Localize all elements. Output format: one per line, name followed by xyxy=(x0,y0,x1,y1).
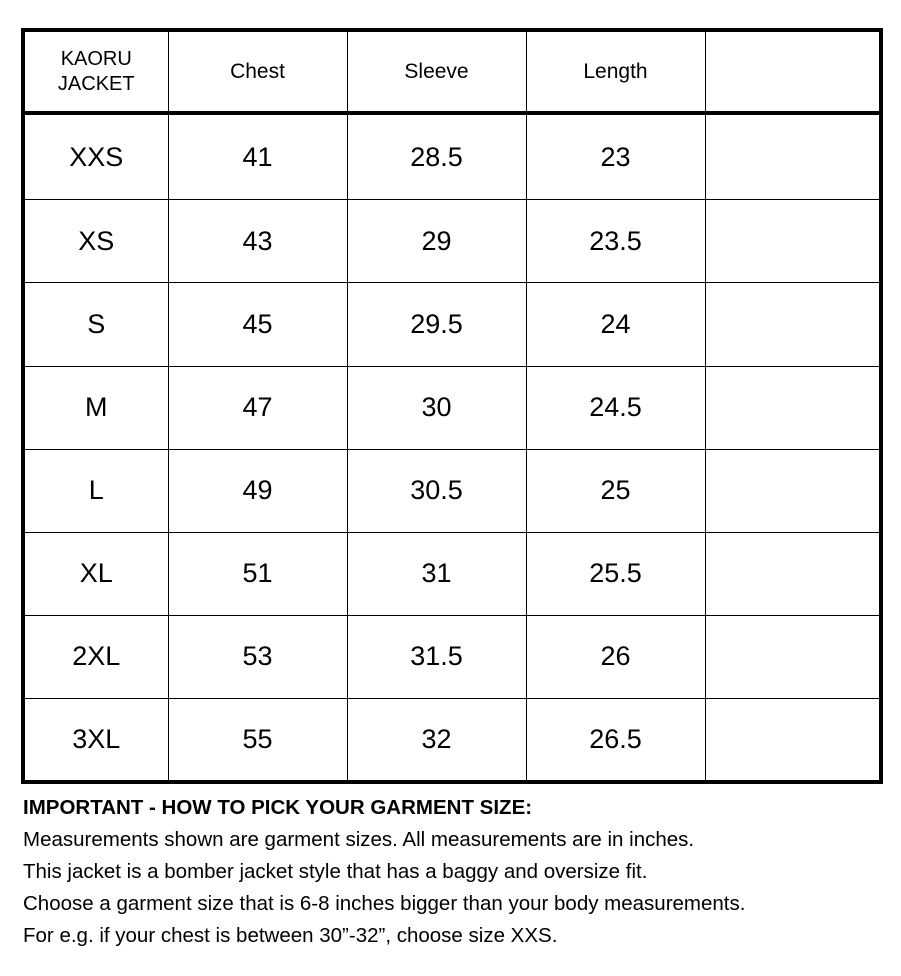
sizing-notes xyxy=(23,792,883,952)
table-row xyxy=(25,615,879,698)
chest-cell: 53 xyxy=(168,615,347,698)
length-cell: 23 xyxy=(526,113,705,200)
column-header-chest: Chest xyxy=(168,32,347,113)
notes-line: Choose a garment size that is 6-8 inches bigger than your body measurements. xyxy=(23,892,746,915)
length-cell: 24 xyxy=(526,283,705,366)
chest-cell: 43 xyxy=(168,200,347,283)
size-cell: L xyxy=(25,449,168,532)
size-cell: XS xyxy=(25,200,168,283)
sleeve-cell: 29.5 xyxy=(347,283,526,366)
sleeve-cell: 30 xyxy=(347,366,526,449)
product-name-line-1: KAORU xyxy=(60,47,132,70)
table-row xyxy=(25,366,879,449)
product-name-line-2: JACKET xyxy=(57,72,135,95)
chest-cell: 41 xyxy=(168,113,347,200)
sleeve-cell: 31 xyxy=(347,532,526,615)
sleeve-cell: 32 xyxy=(347,698,526,780)
chest-cell: 55 xyxy=(168,698,347,780)
chest-cell: 47 xyxy=(168,366,347,449)
column-header-empty xyxy=(705,32,879,113)
empty-cell xyxy=(705,698,879,780)
column-header-length: Length xyxy=(526,32,705,113)
chest-cell: 51 xyxy=(168,532,347,615)
size-table xyxy=(25,32,879,780)
sleeve-cell: 28.5 xyxy=(347,113,526,200)
chest-cell: 45 xyxy=(168,283,347,366)
header-row xyxy=(25,32,879,113)
size-cell: 3XL xyxy=(25,698,168,780)
size-cell: XL xyxy=(25,532,168,615)
notes-line: This jacket is a bomber jacket style that has a baggy and oversize fit. xyxy=(23,860,648,883)
chest-cell: 49 xyxy=(168,449,347,532)
length-cell: 24.5 xyxy=(526,366,705,449)
notes-heading: IMPORTANT - HOW TO PICK YOUR GARMENT SIZE: xyxy=(23,796,533,819)
length-cell: 26 xyxy=(526,615,705,698)
table-row xyxy=(25,200,879,283)
size-chart xyxy=(21,28,883,784)
column-header-sleeve: Sleeve xyxy=(347,32,526,113)
empty-cell xyxy=(705,449,879,532)
empty-cell xyxy=(705,532,879,615)
empty-cell xyxy=(705,283,879,366)
sleeve-cell: 30.5 xyxy=(347,449,526,532)
length-cell: 23.5 xyxy=(526,200,705,283)
length-cell: 25.5 xyxy=(526,532,705,615)
empty-cell xyxy=(705,113,879,200)
table-row xyxy=(25,283,879,366)
corner-cell xyxy=(25,32,168,113)
size-cell: XXS xyxy=(25,113,168,200)
sleeve-cell: 31.5 xyxy=(347,615,526,698)
size-cell: 2XL xyxy=(25,615,168,698)
notes-line: For e.g. if your chest is between 30”-32”, choose size XXS. xyxy=(23,924,558,947)
empty-cell xyxy=(705,615,879,698)
sleeve-cell: 29 xyxy=(347,200,526,283)
size-cell: M xyxy=(25,366,168,449)
length-cell: 25 xyxy=(526,449,705,532)
size-cell: S xyxy=(25,283,168,366)
empty-cell xyxy=(705,366,879,449)
table-row xyxy=(25,113,879,200)
empty-cell xyxy=(705,200,879,283)
table-row xyxy=(25,449,879,532)
table-row xyxy=(25,532,879,615)
length-cell: 26.5 xyxy=(526,698,705,780)
table-row xyxy=(25,698,879,780)
notes-line: Measurements shown are garment sizes. All measurements are in inches. xyxy=(23,828,695,851)
